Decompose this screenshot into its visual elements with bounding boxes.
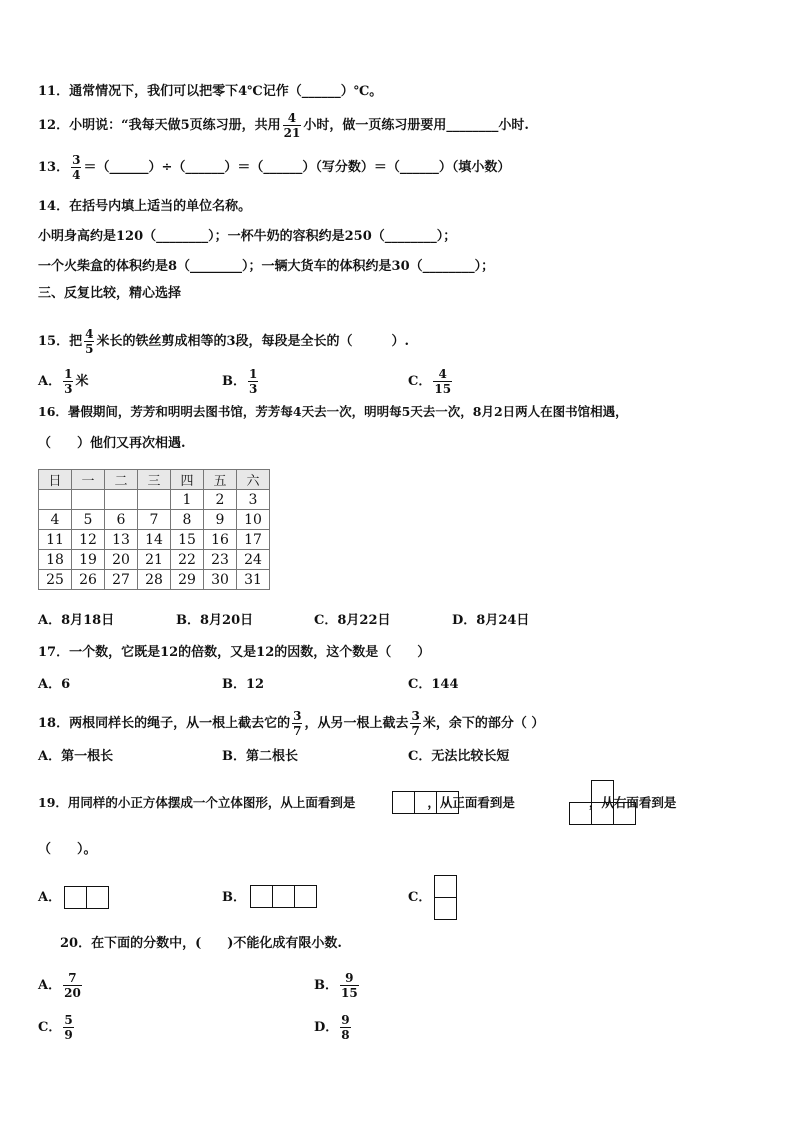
question-11: 11．通常情况下，我们可以把零下4℃记作（______）℃。 — [38, 84, 383, 99]
calendar-header-cell: 六 — [237, 470, 270, 490]
calendar-day-cell: 3 — [237, 490, 270, 510]
calendar-day-cell: 10 — [237, 510, 270, 530]
calendar-day-cell: 14 — [138, 530, 171, 550]
q15-b-num: 1 — [249, 367, 258, 381]
q19-post: ，从右面看到是 — [588, 795, 677, 810]
q12-text-post: 小时，做一页练习册要用________小时. — [303, 118, 529, 133]
calendar-day-cell: 20 — [105, 550, 138, 570]
q18-fraction-1 — [292, 710, 302, 737]
q15-a-unit: 米 — [75, 374, 89, 389]
calendar-day-cell: 1 — [171, 490, 204, 510]
q12-fraction — [283, 112, 302, 139]
calendar-day-cell: 29 — [171, 570, 204, 590]
section-heading: 三、反复比较，精心选择 — [38, 286, 182, 301]
calendar-day-cell: 6 — [105, 510, 138, 530]
q15-a-fraction — [63, 368, 73, 395]
q16-option-a: A．8月18日 — [38, 613, 115, 628]
calendar-day-cell: 22 — [171, 550, 204, 570]
calendar-week-row — [39, 510, 270, 530]
q15-a-den: 3 — [64, 382, 73, 396]
q20-a-den: 20 — [64, 986, 81, 1000]
calendar-day-cell: 2 — [204, 490, 237, 510]
question-19-line2: （ ）。 — [38, 842, 97, 857]
calendar-day-cell: 21 — [138, 550, 171, 570]
q15-post: 米长的铁丝剪成相等的3段，每段是全长的（ ）. — [96, 334, 410, 349]
q20-c-label: C． — [38, 1020, 62, 1035]
calendar-day-cell: 27 — [105, 570, 138, 590]
q20-b-den: 15 — [341, 986, 358, 1000]
q20-d-den: 8 — [341, 1028, 350, 1042]
q15-option-a — [38, 368, 88, 395]
q18-f1-num: 3 — [293, 709, 302, 723]
calendar-week-row — [39, 550, 270, 570]
question-14-line1: 小明身高约是120（________）；一杯牛奶的容积约是250（________）； — [38, 229, 457, 244]
calendar-day-cell — [138, 490, 171, 510]
calendar-day-cell: 17 — [237, 530, 270, 550]
q15-pre: 15．把 — [38, 334, 83, 349]
calendar-table — [38, 469, 270, 590]
question-17: 17．一个数，它既是12的倍数，又是12的因数，这个数是（ ） — [38, 645, 431, 660]
calendar-day-cell: 7 — [138, 510, 171, 530]
calendar-day-cell: 13 — [105, 530, 138, 550]
calendar-day-cell: 8 — [171, 510, 204, 530]
q16-option-c: C．8月22日 — [314, 613, 391, 628]
q20-d-num: 9 — [341, 1013, 350, 1027]
question-18 — [38, 710, 544, 737]
q15-numerator: 4 — [85, 327, 94, 341]
q20-a-label: A． — [38, 978, 62, 993]
q16-option-b: B．8月20日 — [176, 613, 254, 628]
calendar-day-cell: 28 — [138, 570, 171, 590]
question-15 — [38, 328, 409, 355]
calendar-day-cell: 11 — [39, 530, 72, 550]
calendar-day-cell — [39, 490, 72, 510]
calendar-day-cell — [105, 490, 138, 510]
calendar-header-cell: 四 — [171, 470, 204, 490]
q15-b-fraction — [248, 368, 258, 395]
calendar-day-cell — [72, 490, 105, 510]
q18-pre: 18．两根同样长的绳子，从一根上截去它的 — [38, 716, 291, 731]
q12-numerator: 4 — [283, 112, 302, 126]
q20-d-label: D． — [314, 1020, 339, 1035]
q13-num: 13． — [38, 160, 70, 175]
q15-c-num: 4 — [433, 368, 452, 382]
q18-f2-den: 7 — [411, 724, 420, 738]
calendar-week-row — [39, 490, 270, 510]
q18-option-a: A．第一根长 — [38, 749, 114, 764]
q13-numerator: 3 — [72, 153, 81, 167]
q19-option-a-label: A． — [38, 890, 62, 905]
calendar-day-cell: 23 — [204, 550, 237, 570]
calendar-day-cell: 16 — [204, 530, 237, 550]
calendar-header-cell: 三 — [138, 470, 171, 490]
q17-option-a: A．6 — [38, 677, 71, 692]
q12-denominator: 21 — [283, 126, 301, 140]
q20-c-num: 5 — [64, 1013, 73, 1027]
q20-b-fraction — [340, 972, 359, 999]
q15-b-label: B． — [222, 374, 246, 389]
calendar-day-cell: 18 — [39, 550, 72, 570]
q19-option-c-label: C． — [408, 890, 432, 905]
q18-option-c: C．无法比较长短 — [408, 749, 510, 764]
q20-c-den: 9 — [64, 1028, 73, 1042]
calendar-day-cell: 19 — [72, 550, 105, 570]
q17-option-c: C．144 — [408, 677, 459, 692]
q18-f1-den: 7 — [293, 724, 302, 738]
calendar-header-cell: 日 — [39, 470, 72, 490]
q15-a-num: 1 — [64, 367, 73, 381]
q15-c-label: C． — [408, 374, 432, 389]
calendar-header-cell: 一 — [72, 470, 105, 490]
q13-denominator: 4 — [72, 168, 81, 182]
question-16-line1: 16．暑假期间，芳芳和明明去图书馆，芳芳每4天去一次，明明每5天去一次，8月2日两人在图书馆相遇， — [38, 404, 628, 419]
q15-a-label: A． — [38, 374, 62, 389]
calendar-day-cell: 24 — [237, 550, 270, 570]
q13-fraction — [71, 154, 81, 181]
q13-rest: ＝（______）÷（______）＝（______）（写分数）＝（______）（填小数） — [83, 160, 511, 175]
q20-option-d — [314, 1014, 353, 1041]
question-12 — [38, 112, 529, 139]
q19-pre: 19．用同样的小正方体摆成一个立体图形，从上面看到是 — [38, 795, 356, 810]
calendar-week-row — [39, 530, 270, 550]
calendar-header-cell: 五 — [204, 470, 237, 490]
q17-option-b: B．12 — [222, 677, 265, 692]
q15-c-fraction — [433, 368, 452, 395]
calendar-day-cell: 9 — [204, 510, 237, 530]
calendar-week-row — [39, 570, 270, 590]
q20-option-c — [38, 1014, 76, 1041]
calendar-day-cell: 30 — [204, 570, 237, 590]
q18-f2-num: 3 — [411, 709, 420, 723]
calendar-header-cell: 二 — [105, 470, 138, 490]
q20-d-fraction — [340, 1014, 350, 1041]
q18-fraction-2 — [410, 710, 420, 737]
question-16-line2: （ ）他们又再次相遇. — [38, 436, 186, 451]
q15-option-c — [408, 368, 454, 395]
question-13 — [38, 154, 510, 181]
q20-a-fraction — [63, 972, 82, 999]
calendar-day-cell: 25 — [39, 570, 72, 590]
q20-a-num: 7 — [63, 972, 82, 986]
q12-text-pre: 12．小明说：“我每天做5页练习册，共用 — [38, 118, 281, 133]
calendar-day-cell: 5 — [72, 510, 105, 530]
q15-fraction — [84, 328, 94, 355]
q15-denominator: 5 — [85, 342, 94, 356]
q18-mid: ，从另一根上截去 — [304, 716, 409, 731]
calendar-header-row — [39, 470, 270, 490]
q15-c-den: 15 — [434, 382, 452, 396]
q19-mid: ，从正面看到是 — [427, 795, 515, 810]
calendar-day-cell: 15 — [171, 530, 204, 550]
q20-b-label: B． — [314, 978, 338, 993]
q20-option-a — [38, 972, 84, 999]
question-14-title: 14．在括号内填上适当的单位名称。 — [38, 199, 252, 214]
q15-option-b — [222, 368, 260, 395]
q20-b-num: 9 — [340, 972, 359, 986]
calendar-day-cell: 26 — [72, 570, 105, 590]
q15-b-den: 3 — [249, 382, 258, 396]
q18-post: 米，余下的部分（ ） — [422, 716, 545, 731]
q18-option-b: B．第二根长 — [222, 749, 298, 764]
q20-c-fraction — [63, 1014, 73, 1041]
question-20: 20．在下面的分数中，( )不能化成有限小数. — [60, 936, 342, 951]
q19-option-b-label: B． — [222, 890, 246, 905]
q16-option-d: D．8月24日 — [452, 613, 530, 628]
q20-option-b — [314, 972, 361, 999]
question-14-line2: 一个火柴盒的体积约是8（________）；一辆大货车的体积约是30（________）； — [38, 259, 495, 274]
calendar-day-cell: 31 — [237, 570, 270, 590]
calendar-day-cell: 12 — [72, 530, 105, 550]
calendar-day-cell: 4 — [39, 510, 72, 530]
